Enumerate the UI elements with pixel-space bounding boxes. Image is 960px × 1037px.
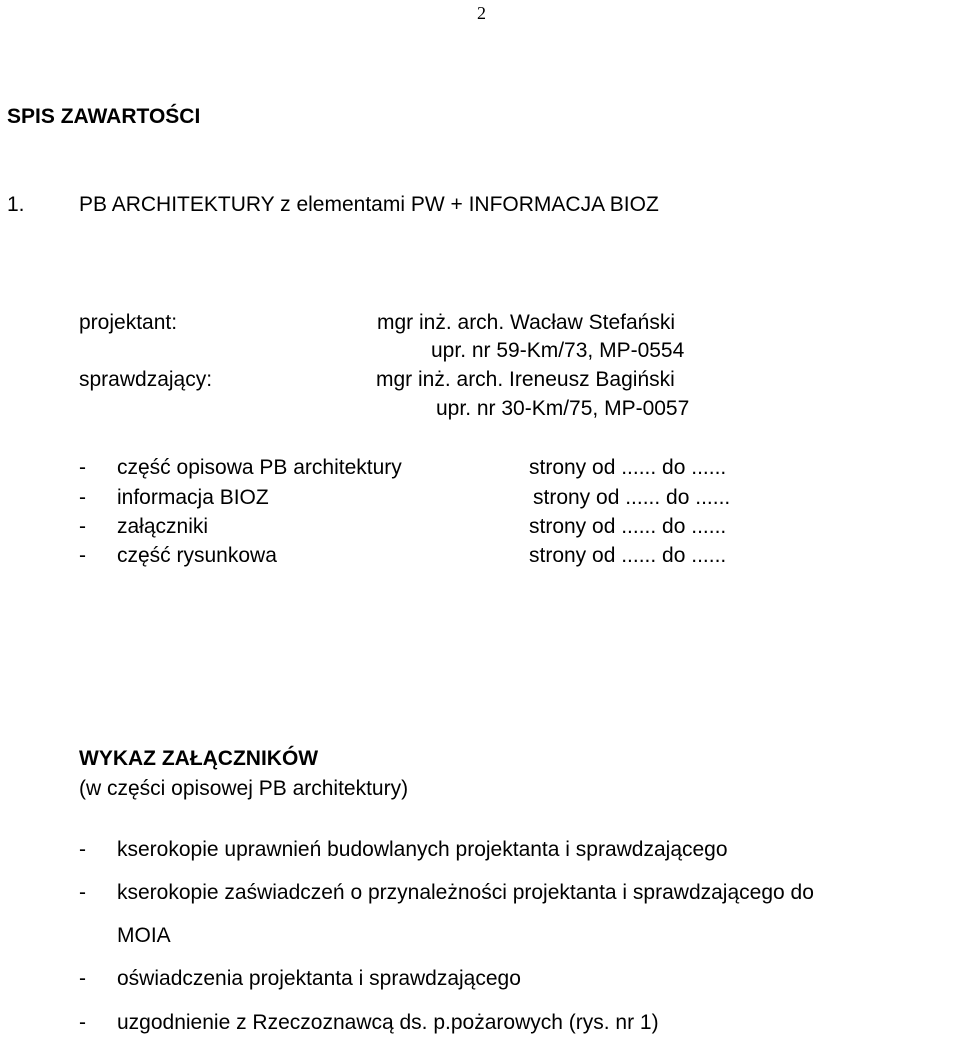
contents-dash: -	[79, 456, 86, 479]
contents-label-descriptive: część opisowa PB architektury	[117, 456, 402, 479]
attachment-dash: -	[79, 881, 86, 904]
contents-dash: -	[79, 515, 86, 538]
designer-license: upr. nr 59-Km/73, MP-0554	[431, 339, 685, 362]
attachment-item: kserokopie uprawnień budowlanych projektanta i sprawdzającego	[117, 838, 728, 861]
contents-label-drawings: część rysunkowa	[117, 544, 277, 567]
section-heading	[7, 193, 790, 217]
contents-pages-bioz: strony od ...... do ......	[533, 486, 731, 509]
designer-label: projektant:	[79, 311, 178, 334]
attachment-item: kserokopie zaświadczeń o przynależności projektanta i sprawdzającego do	[117, 881, 814, 904]
contents-dash: -	[79, 486, 86, 509]
document-title: SPIS ZAWARTOŚCI	[7, 105, 201, 128]
checker-label: sprawdzający:	[79, 368, 213, 391]
checker-license: upr. nr 30-Km/75, MP-0057	[436, 397, 690, 420]
section-number: 1.	[7, 193, 25, 216]
checker-name: mgr inż. arch. Ireneusz Bagiński	[376, 368, 675, 391]
attachment-item: uzgodnienie z Rzeczoznawcą ds. p.pożarowych (rys. nr 1)	[117, 1011, 659, 1034]
attachment-dash: -	[79, 838, 86, 861]
contents-pages-descriptive: strony od ...... do ......	[529, 456, 727, 479]
attachment-dash: -	[79, 1011, 86, 1034]
attachments-heading: WYKAZ ZAŁĄCZNIKÓW	[79, 747, 319, 770]
attachment-item: oświadczenia projektanta i sprawdzającego	[117, 967, 521, 990]
attachment-item-continuation: MOIA	[117, 924, 171, 947]
designer-name: mgr inż. arch. Wacław Stefański	[377, 311, 675, 334]
attachment-dash: -	[79, 967, 86, 990]
section-title: PB ARCHITEKTURY z elementami PW + INFORMACJA BIOZ	[79, 193, 659, 216]
page-number: 2	[477, 3, 486, 23]
contents-label-bioz: informacja BIOZ	[117, 486, 269, 509]
contents-label-attachments: załączniki	[117, 515, 209, 538]
attachments-subheading: (w części opisowej PB architektury)	[79, 777, 409, 800]
contents-pages-drawings: strony od ...... do ......	[529, 544, 727, 567]
contents-pages-attachments: strony od ...... do ......	[529, 515, 727, 538]
contents-dash: -	[79, 544, 86, 567]
